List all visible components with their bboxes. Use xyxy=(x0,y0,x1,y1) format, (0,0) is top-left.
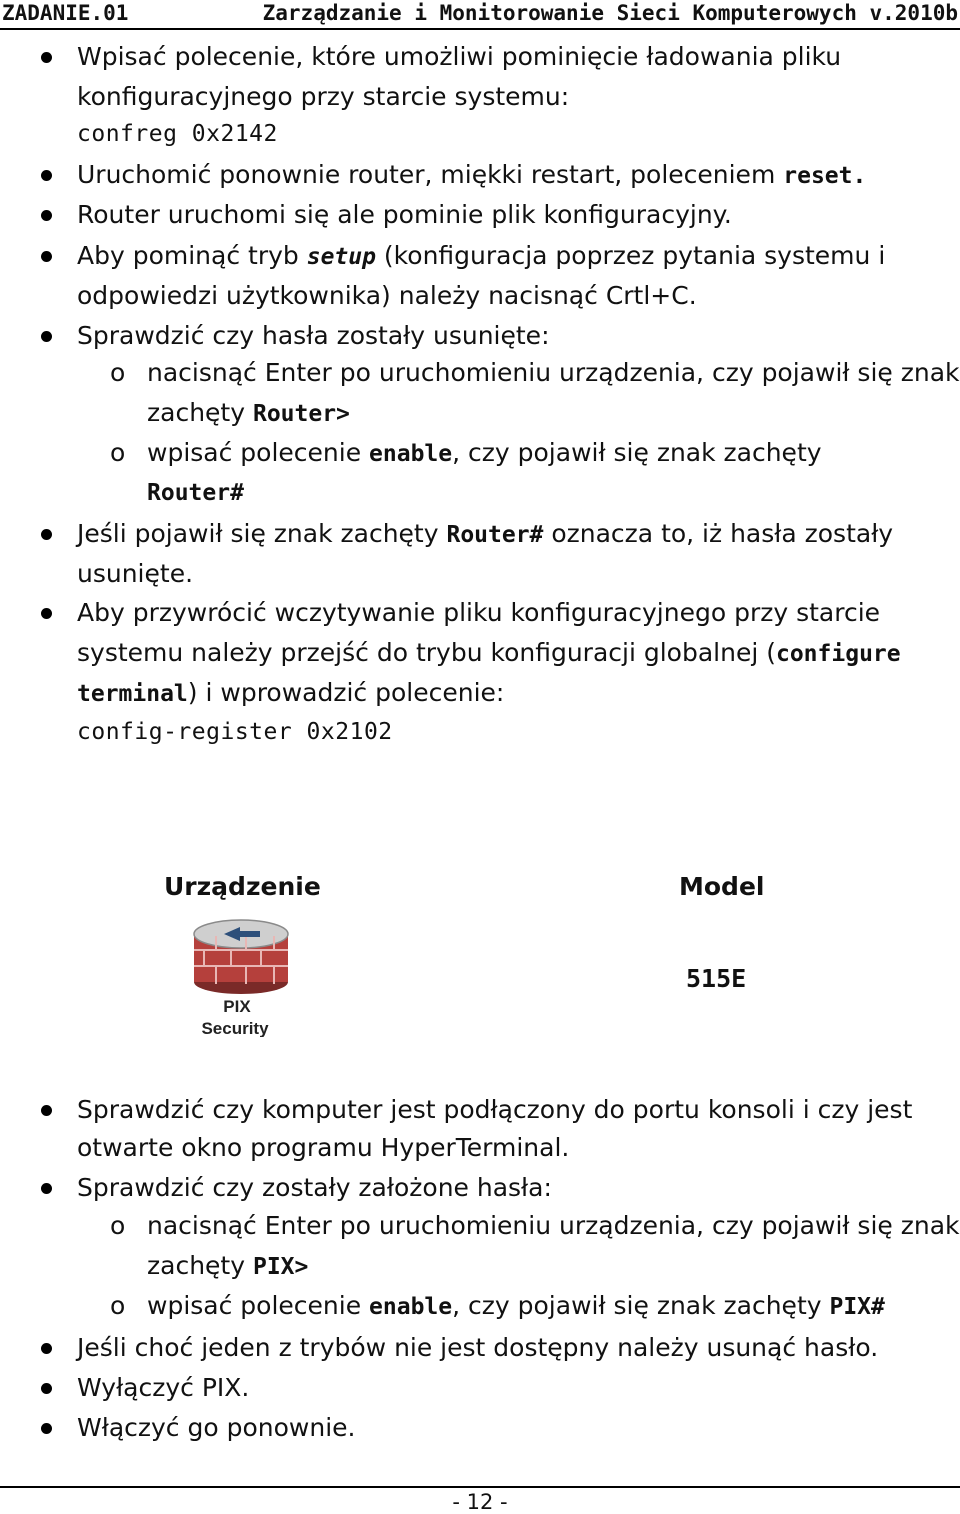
command-code: enable xyxy=(369,1294,453,1320)
bullet-icon xyxy=(41,1105,52,1116)
prompt-code: Router# xyxy=(446,522,544,548)
header-course-title: Zarządzanie i Monitorowanie Sieci Komputerowych v.2010b xyxy=(262,1,958,25)
bullet-icon xyxy=(41,1383,52,1394)
list-item-text: Aby przywrócić wczytywanie pliku konfiguracyjnego przy starcie xyxy=(77,598,881,627)
command-code: configure xyxy=(775,641,901,667)
list-item-text: Sprawdzić czy zostały założone hasła: xyxy=(77,1173,552,1202)
page-number: - 12 - xyxy=(452,1490,508,1514)
list-item-text: Włączyć go ponownie. xyxy=(77,1413,356,1442)
bullet-icon xyxy=(41,608,52,619)
prompt-code: Router# xyxy=(147,480,244,506)
command-code: reset. xyxy=(783,163,867,189)
bullet-icon xyxy=(41,331,52,342)
list-item-text: Jeśli pojawił się znak zachęty Router# oznacza to, iż hasła zostały xyxy=(77,519,894,548)
list-item-text: otwarte okno programu HyperTerminal. xyxy=(77,1133,570,1162)
command-code: terminal xyxy=(77,681,188,707)
list-item-text: Jeśli choć jeden z trybów nie jest dostępny należy usunąć hasło. xyxy=(77,1333,879,1362)
sub-item-text: wpisać polecenie enable, czy pojawił się znak zachęty PIX# xyxy=(147,1291,885,1320)
icon-label-security: Security xyxy=(201,1019,269,1037)
list-item-text: odpowiedzi użytkownika) należy nacisnąć Crtl+C. xyxy=(77,281,697,310)
list-item-text: Uruchomić ponownie router, miękki restart, poleceniem reset. xyxy=(77,160,867,189)
bullet-icon xyxy=(41,1423,52,1434)
column-header-model: Model xyxy=(679,872,765,901)
sub-item-text: nacisnąć Enter po uruchomieniu urządzenia, czy pojawił się znak xyxy=(147,1211,960,1240)
command-code: config-register 0x2102 xyxy=(77,719,393,745)
list-item-text: Sprawdzić czy komputer jest podłączony do portu konsoli i czy jest xyxy=(77,1095,913,1124)
list-item-text: Wyłączyć PIX. xyxy=(77,1373,250,1402)
sub-item-text: zachęty Router> xyxy=(147,398,350,427)
command-code: enable xyxy=(369,441,453,467)
bullet-icon xyxy=(41,170,52,181)
bullet-icon xyxy=(41,1343,52,1354)
list-item-text: konfiguracyjnego przy starcie systemu: xyxy=(77,82,570,111)
page-header xyxy=(0,0,960,30)
prompt-code: Router> xyxy=(252,401,350,427)
sub-item-text: zachęty PIX> xyxy=(147,1251,309,1280)
sub-bullet-icon: o xyxy=(110,1291,126,1320)
bullet-icon xyxy=(41,1183,52,1194)
list-item-text: terminal) i wprowadzić polecenie: xyxy=(77,678,505,707)
bullet-icon xyxy=(41,210,52,221)
sub-bullet-icon: o xyxy=(110,438,126,467)
model-value: 515E xyxy=(686,964,747,993)
list-item-text: Wpisać polecenie, które umożliwi pominięcie ładowania pliku xyxy=(77,42,842,71)
sub-item-text: wpisać polecenie enable, czy pojawił się znak zachęty xyxy=(147,438,822,467)
emphasis-term: setup xyxy=(306,244,376,270)
prompt-code: PIX# xyxy=(829,1294,885,1320)
list-item-text: Aby pominąć tryb setup (konfiguracja poprzez pytania systemu i xyxy=(77,241,886,270)
sub-bullet-icon: o xyxy=(110,1211,126,1240)
icon-label-pix: PIX xyxy=(223,997,251,1016)
sub-item-text: nacisnąć Enter po uruchomieniu urządzenia, czy pojawił się znak xyxy=(147,358,960,387)
command-code: confreg 0x2142 xyxy=(77,121,278,147)
list-item-text: Router uruchomi się ale pominie plik konfiguracyjny. xyxy=(77,200,732,229)
bullet-icon xyxy=(41,52,52,63)
prompt-code: PIX> xyxy=(252,1254,309,1280)
pix-firewall-icon xyxy=(186,912,296,1037)
column-header-device: Urządzenie xyxy=(164,872,321,901)
header-task-id: ZADANIE.01 xyxy=(2,1,129,25)
list-item-text: Sprawdzić czy hasła zostały usunięte: xyxy=(77,321,550,350)
bullet-icon xyxy=(41,251,52,262)
list-item-text: usunięte. xyxy=(77,559,194,588)
bullet-icon xyxy=(41,529,52,540)
page-footer xyxy=(0,1486,960,1514)
list-item-text: systemu należy przejść do trybu konfiguracji globalnej (configure xyxy=(77,638,901,667)
sub-bullet-icon: o xyxy=(110,358,126,387)
